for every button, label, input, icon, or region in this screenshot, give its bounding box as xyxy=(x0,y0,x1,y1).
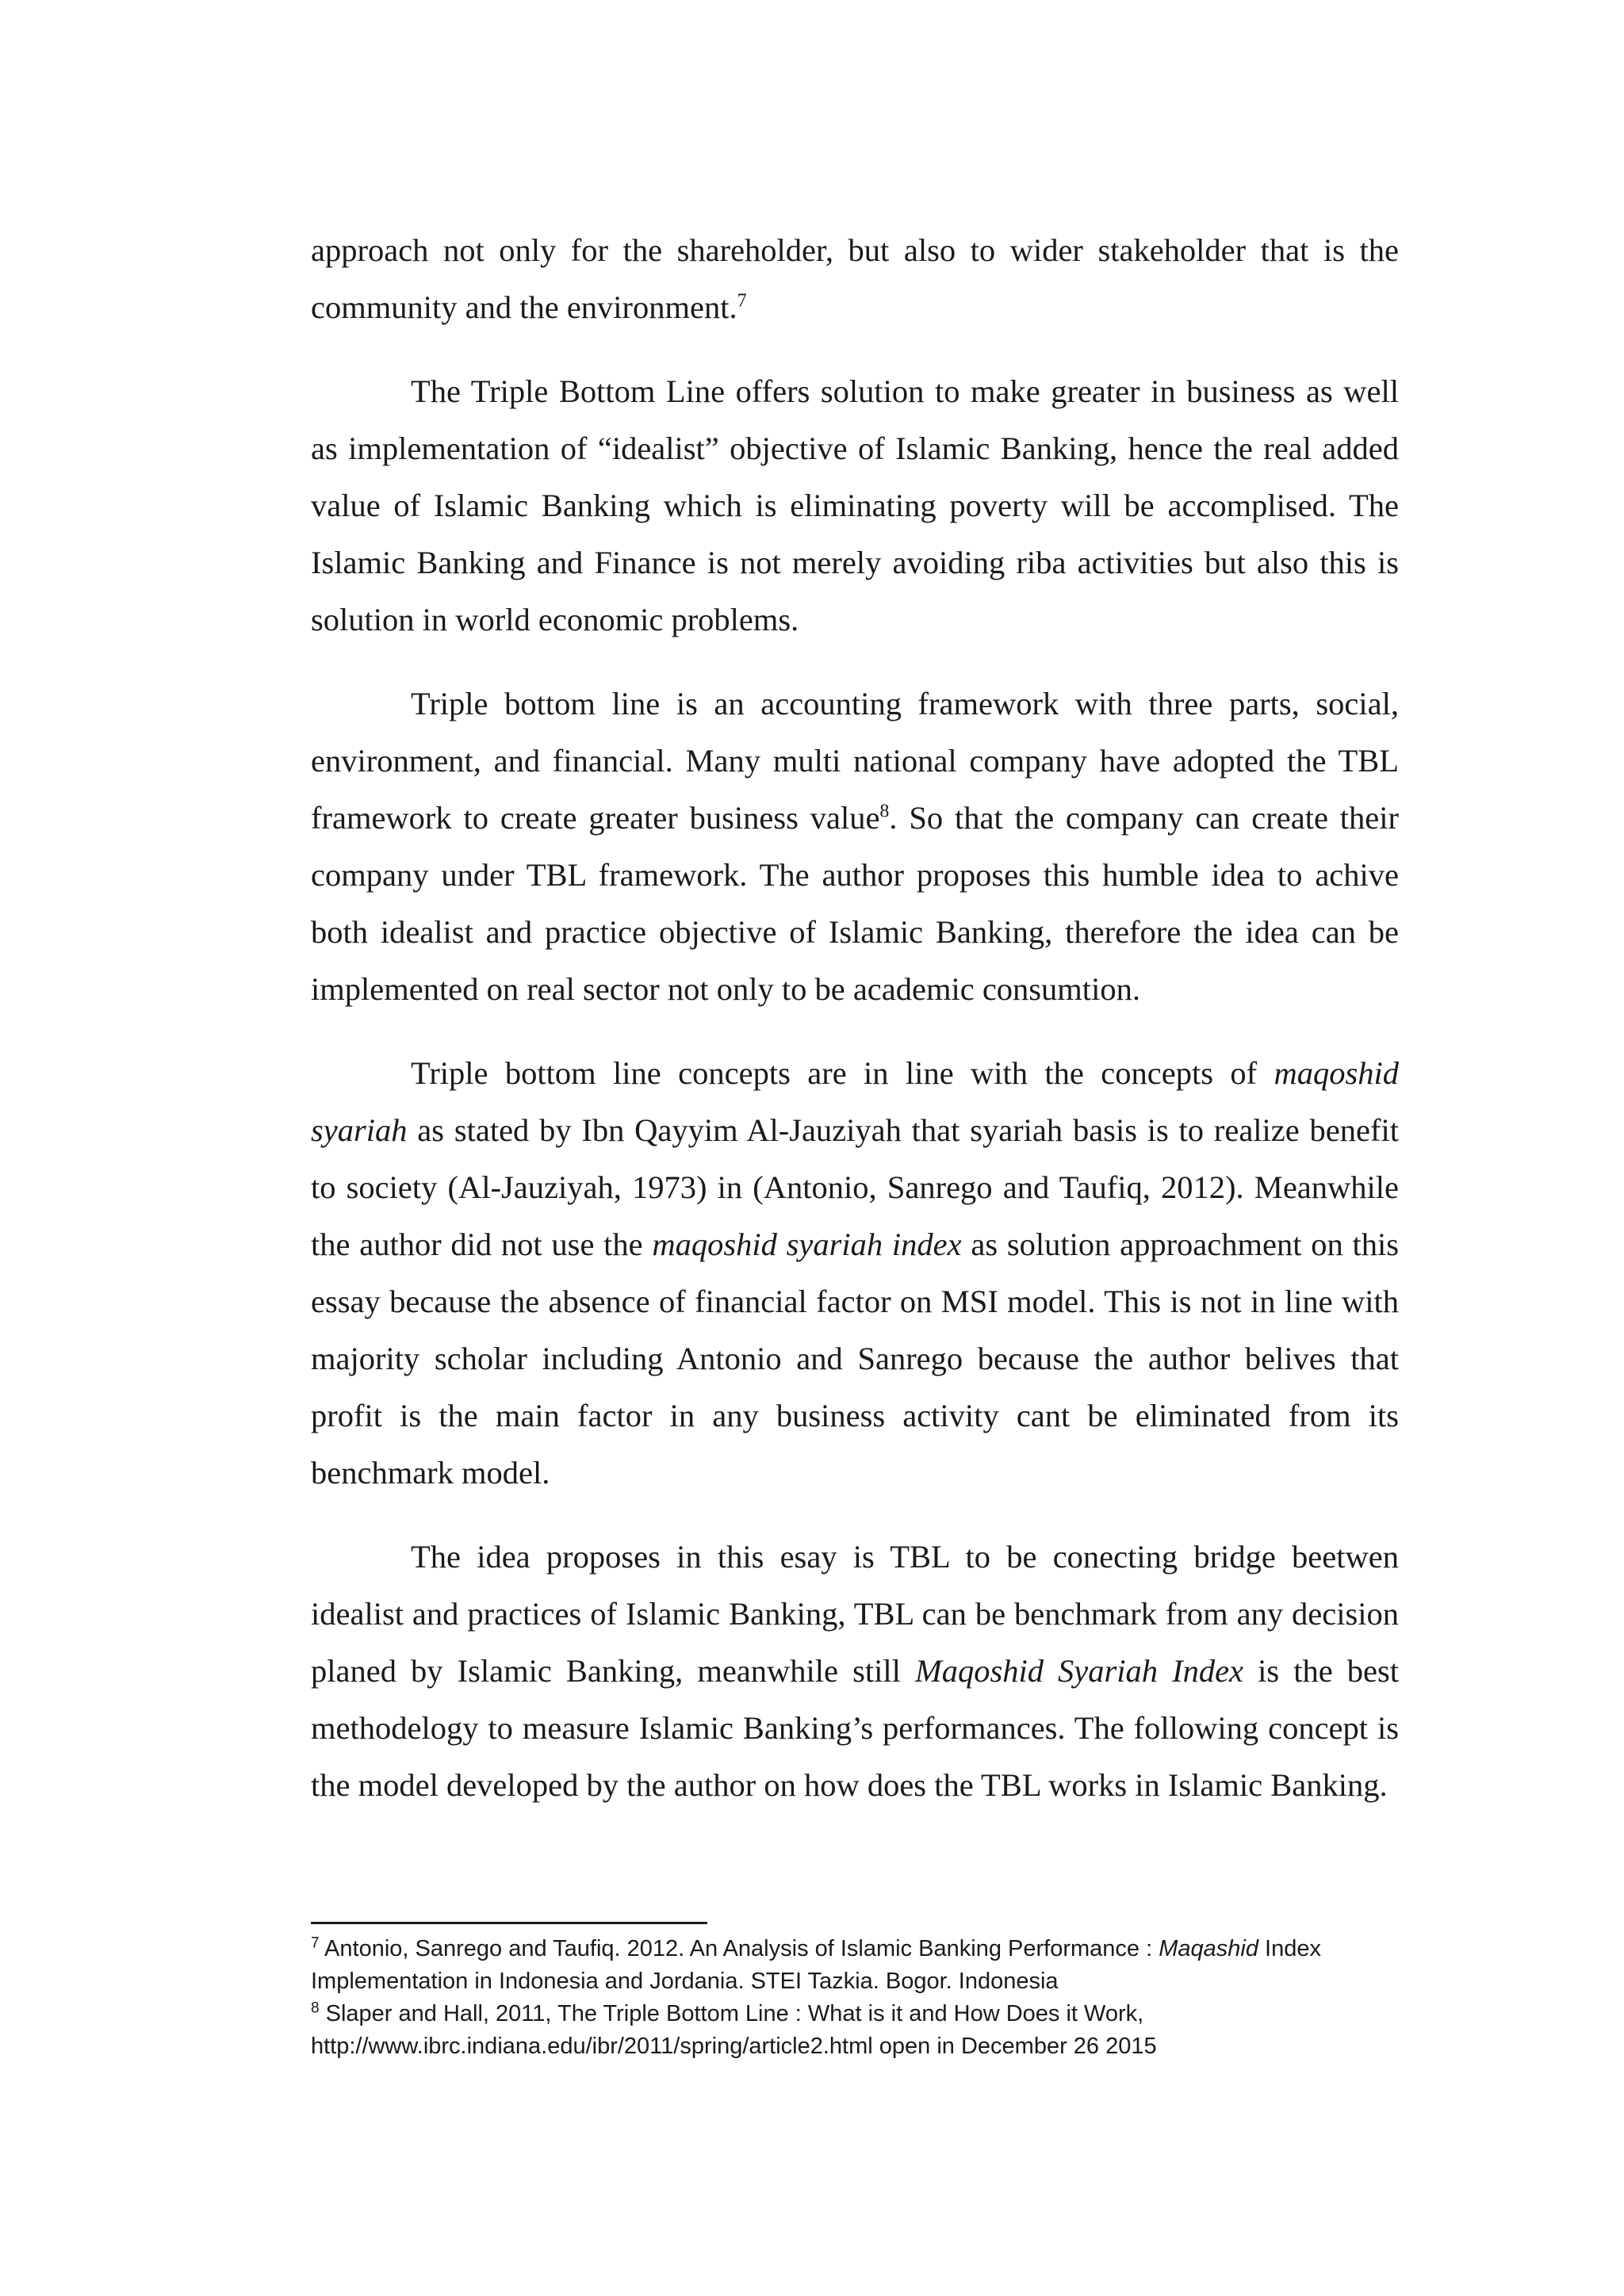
footnotes xyxy=(311,1933,1405,2063)
footnote-text: Antonio, Sanrego and Taufiq. 2012. An Analysis of Islamic Banking Performance : xyxy=(319,1936,1159,1961)
paragraph-text: is the best methodelogy to measure Islamic Banking’s performances. The following concept is the model developed by the author on how does the TBL works in Islamic Banking. xyxy=(311,1653,1400,1803)
footnote-text: Slaper and Hall, 2011, The Triple Bottom Line : What is it and How Does it Work, http://www.ibrc.indiana.edu/ibr/2011/spring/article2.html open in December 26 2015 xyxy=(311,2001,1157,2059)
body-text xyxy=(311,222,1399,1841)
paragraph-tbl-solution xyxy=(311,363,1399,649)
footnote-number: 8 xyxy=(311,1999,320,2017)
italic-term: Maqashid xyxy=(1159,1936,1258,1961)
paragraph-text: Triple bottom line is an accounting framework with three parts, social, environment, and financial. Many multi national company have adopted the TBL framework to create greater business value xyxy=(311,686,1399,836)
paragraph-text: The Triple Bottom Line offers solution to make greater in business as well as implementation of “idealist” objective of Islamic Banking, hence the real added value of Islamic Banking which is eliminating poverty will be accomplised. The Islamic Banking and Finance is not merely avoiding riba activities but also this is solution in world economic problems. xyxy=(311,373,1399,637)
footnote-number: 7 xyxy=(311,1934,320,1952)
paragraph-text: as solution approachment on this essay because the absence of financial factor on MSI model. This is not in line with majority scholar including Antonio and Sanrego because the author belives that profit is the main factor in any business activity cant be eliminated from its benchmark model. xyxy=(311,1226,1399,1490)
paragraph-text: . So that the company can create their company under TBL framework. The author proposes this humble idea to achive both idealist and practice objective of Islamic Banking, therefore the idea can be implemented on real sector not only to be academic consumtion. xyxy=(311,800,1399,1007)
footnote-ref-8[interactable]: 8 xyxy=(879,801,890,822)
footnote-7 xyxy=(311,1933,1405,1998)
footnote-ref-7[interactable]: 7 xyxy=(737,290,747,312)
italic-term: Maqoshid Syariah Index xyxy=(914,1653,1244,1689)
italic-term: maqoshid syariah index xyxy=(652,1226,962,1262)
italic-term: maqoshid syariah xyxy=(311,1055,1399,1148)
paragraph-text: approach not only for the shareholder, but also to wider stakeholder that is the community and the environment. xyxy=(311,232,1399,325)
paragraph-text: as stated by Ibn Qayyim Al-Jauziyah that syariah basis is to realize benefit to society (Al-Jauziyah, 1973) in (Antonio, Sanrego and Taufiq, 2012). Meanwhile the author did not use the xyxy=(311,1112,1399,1262)
paragraph-text: The idea proposes in this esay is TBL to be conecting bridge beetwen idealist and practices of Islamic Banking, TBL can be benchmark from any decision planed by Islamic Banking, meanwhile still xyxy=(311,1539,1399,1689)
paragraph-continuation xyxy=(311,222,1399,336)
paragraph-text: Triple bottom line concepts are in line with the concepts of xyxy=(411,1055,1274,1091)
paragraph-maqoshid-syariah xyxy=(311,1045,1399,1502)
paragraph-tbl-bridge xyxy=(311,1529,1399,1814)
paragraph-tbl-framework xyxy=(311,675,1399,1018)
footnote-separator xyxy=(311,1922,707,1924)
footnote-8 xyxy=(311,1998,1405,2063)
footnote-text: Index Implementation in Indonesia and Jordania. STEI Tazkia. Bogor. Indonesia xyxy=(311,1936,1321,1994)
